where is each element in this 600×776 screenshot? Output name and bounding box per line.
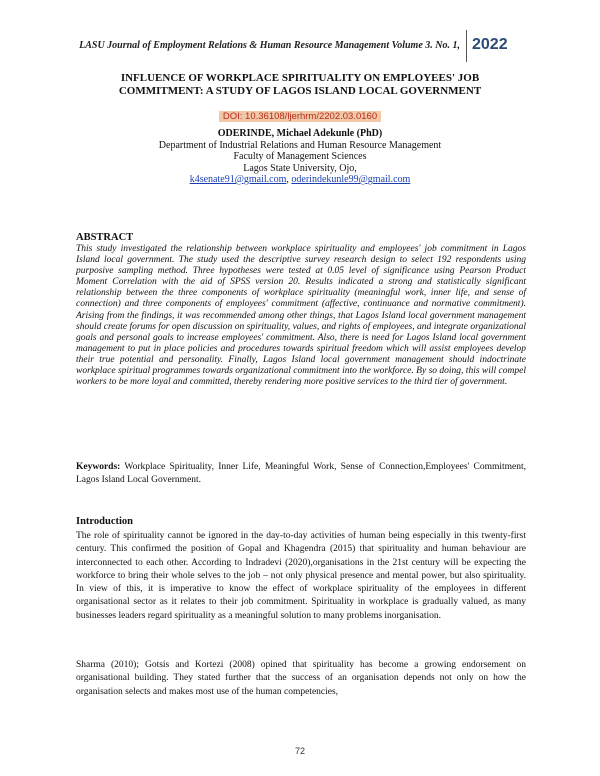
introduction-paragraph-2: Sharma (2010); Gotsis and Kortezi (2008) opined that spirituality has become a growing endorsement on organisational building. They stated further that the success of an organisation depends not only on how the organisation selects and makes most use of the human competencies, [76, 660, 526, 697]
journal-year: 2022 [472, 36, 508, 53]
email-separator: , [286, 174, 292, 185]
abstract-body: This study investigated the relationship between workplace spirituality and employees' job commitment in Lagos Island local government. The study used the descriptive survey research design to select 192 respondents using purposive sampling method. Three hypotheses were tested at 0.05 level of significance using Pearson Product Moment Correlation with the aid of SPSS version 20. Results indicated a strong and statistically significant relationship between the three components of workplace spirituality (meaningful work, inner life, and sense of connection) and three components of employees' commitment (affective, continuance and normative commitment). Arising from the findings, it was recommended among other things, that Lagos Island local government management should create forums for open discussion on spirituality, values, and rights of employees, and integrate organizational goals and personal goals to increase employees' commitment. Also, there is need for Lagos Island local government management to put in place policies and procedures towards spiritual freedom which will assist employees develop their true potential and personality. Finally, Lagos Island local government management should indoctrinate workplace spiritual programmes towards organizational commitment into the workforce. By so doing, this will compel workers to be more loyal and committed, thereby rendering more positive services to the third tier of government. [76, 244, 526, 388]
keywords-label: Keywords: [76, 462, 121, 472]
email-link-2[interactable]: oderindekunle99@gmail.com [291, 174, 411, 185]
author-block [0, 128, 600, 186]
paper-title [76, 72, 524, 98]
doi-badge[interactable]: DOI: 10.36108/ljerhrm/2202.03.0160 [219, 111, 381, 122]
author-name: ODERINDE, Michael Adekunle (PhD) [217, 128, 383, 139]
introduction-heading: Introduction [76, 516, 133, 527]
page-number: 72 [294, 746, 305, 756]
keywords-text: Workplace Spirituality, Inner Life, Meaningful Work, Sense of Connection,Employees' Commitment, Lagos Island Local Government. [76, 462, 526, 485]
journal-header: LASU Journal of Employment Relations & Human Resource Management Volume 3. No. 1, [79, 40, 460, 51]
email-link-1[interactable]: k4senate91@gmail.com [189, 174, 287, 185]
doi-block [0, 106, 600, 124]
keywords [76, 461, 526, 486]
author-university: Lagos State University, Ojo, [243, 162, 357, 174]
author-emails [0, 174, 600, 186]
title-line-1: INFLUENCE OF WORKPLACE SPIRITUALITY ON EMPLOYEES' JOB [120, 72, 480, 84]
author-department: Department of Industrial Relations and Human Resource Management [158, 139, 442, 151]
header-divider [466, 30, 467, 62]
title-line-2: COMMITMENT: A STUDY OF LAGOS ISLAND LOCAL GOVERNMENT [118, 85, 482, 97]
abstract-heading: ABSTRACT [76, 232, 134, 243]
introduction-paragraph-1: The role of spirituality cannot be ignored in the day-to-day activities of human being especially in this twenty-first century. This confirmed the position of Gopal and Khagendra (2015) that spirituality and human behaviour are interconnected to each other. According to Indradevi (2020),organisations in the 21st century will be expecting the workforce to bring their whole selves to the job – not only physical presence and mental power, but also spirituality. In view of this, it is imperative to know the effect of workplace spirituality of the employees in different organisational sector as it relates to their job commitment. Spirituality in workplace is gradually valued, as many businesses leaders regard spirituality as a meaningful solution to many problems inorganisation. [76, 531, 526, 621]
author-faculty: Faculty of Management Sciences [233, 151, 367, 162]
